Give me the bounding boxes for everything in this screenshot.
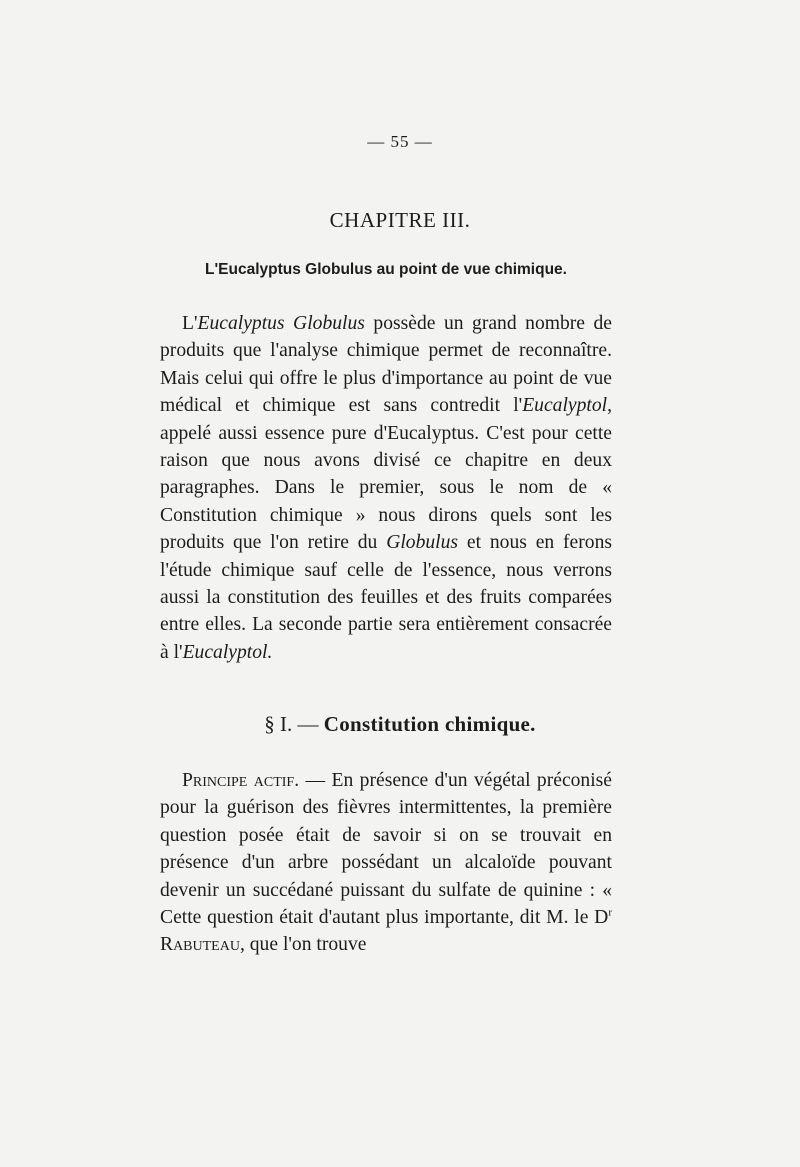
small-caps-run: Principe actif. xyxy=(182,770,300,791)
text-run: possède un grand nombre de produits que l'analyse chimique permet de reconnaître. Mais celui qui offre le plus d'importance au point de vue médical et chimique est sans contredit l' xyxy=(160,313,612,417)
section-mark: § I. — xyxy=(264,712,324,736)
text-run: et nous en ferons l'étude chimique sauf celle de l'essence, nous verrons aussi la constitution des feuilles et des fruits comparées entre elles. La seconde partie sera entièrement consacrée à l' xyxy=(160,532,612,663)
superscript-run: r xyxy=(608,906,612,919)
section-heading xyxy=(0,712,800,737)
section-title: Constitution chimique. xyxy=(323,712,536,736)
chapter-heading: CHAPITRE III. xyxy=(329,208,471,232)
chapter-subtitle: L'Eucalyptus Globulus au point de vue chimique. xyxy=(205,261,567,278)
text-run: L' xyxy=(182,313,198,334)
italic-run: Eucalyptol. xyxy=(182,641,273,663)
page-number: — 55 — xyxy=(367,132,433,151)
text-run: , appelé aussi essence pure d'Eucalyptus. C'est pour cette raison que nous avons divisé ce chapitre en deux paragraphes. Dans le premier, sous le nom de « Constitution chimique » nous dirons quels sont les produits que l'on retire du xyxy=(160,395,612,554)
text-run: — En présence d'un végétal préconisé pour la guérison des fièvres intermittentes, la première question posée était de savoir si on se trouvait en présence d'un arbre possédant un alcaloïde pouvant devenir un succédané puissant du sulfate de quinine : « Cette question était d'autant plus importante, dit M. le D xyxy=(160,770,612,929)
italic-run: Globulus xyxy=(386,532,459,554)
text-run: , que l'on trouve xyxy=(239,934,367,956)
small-caps-run: Rabuteau xyxy=(160,934,240,956)
intro-paragraph xyxy=(160,310,612,666)
principle-paragraph xyxy=(160,767,612,959)
italic-run: Eucalyptus Globulus xyxy=(197,313,365,334)
italic-run: Eucalyptol xyxy=(522,395,608,417)
